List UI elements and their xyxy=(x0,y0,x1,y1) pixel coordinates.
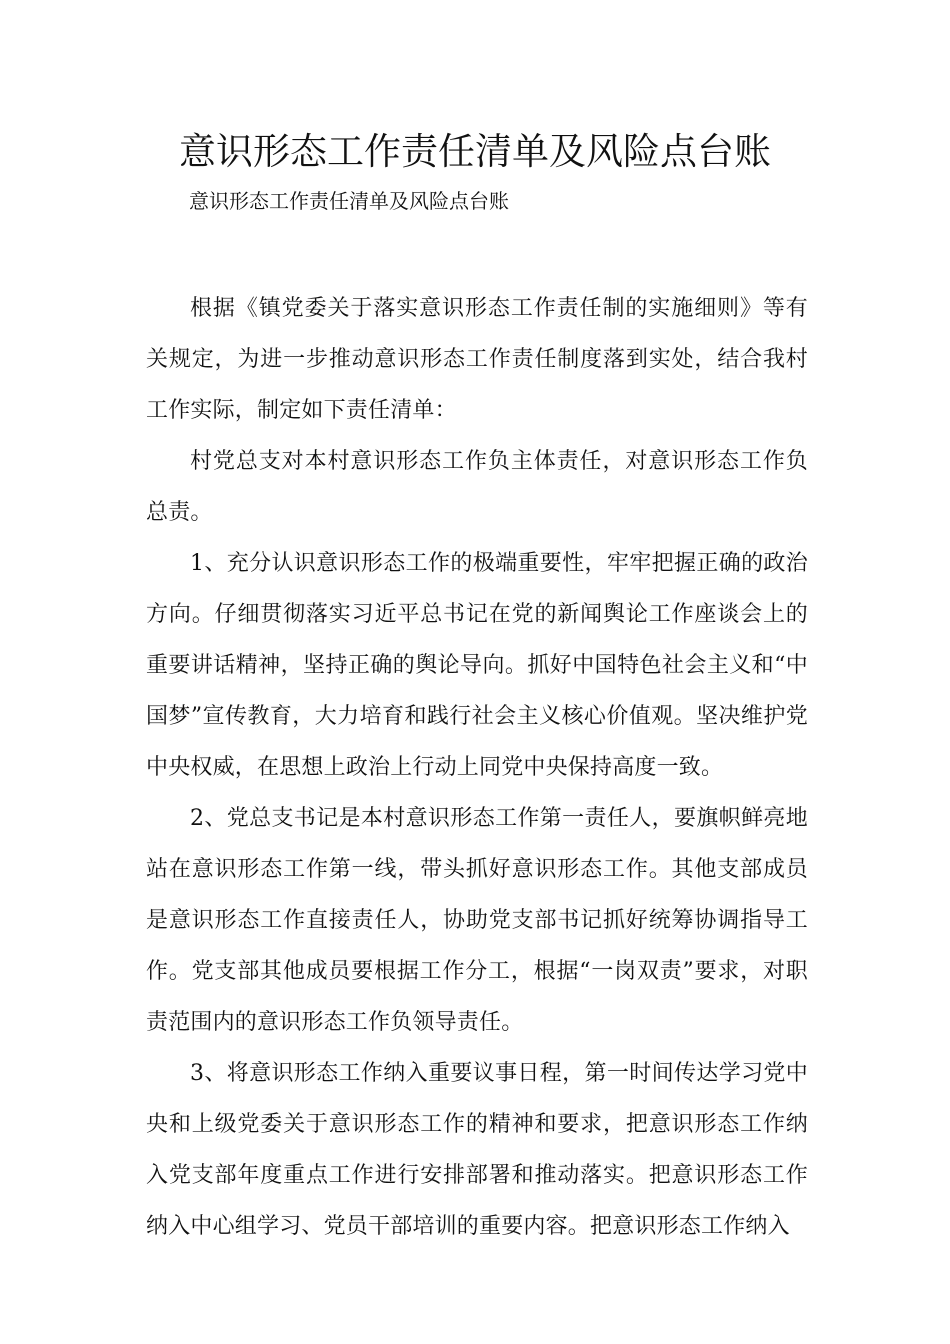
document-subtitle: 意识形态工作责任清单及风险点台账 xyxy=(189,189,509,213)
paragraph-item-3: 3、将意识形态工作纳入重要议事日程，第一时间传达学习党中央和上级党委关于意识形态工作的精神和要求，把意识形态工作纳入党支部年度重点工作进行安排部署和推动落实。把意识形态工作纳入中心组学习、党员干部培训的重要内容。把意识形态工作纳入 xyxy=(146,1061,808,1239)
paragraph-item-1: 1、充分认识意识形态工作的极端重要性，牢牢把握正确的政治方向。仔细贯彻落实习近平总书记在党的新闻舆论工作座谈会上的重要讲话精神，坚持正确的舆论导向。抓好中国特色社会主义和“中国梦”宣传教育，大力培育和践行社会主义核心价值观。坚决维护党中央权威，在思想上政治上行动上同党中央保持高度一致。 xyxy=(146,551,808,780)
document-title: 意识形态工作责任清单及风险点台账 xyxy=(179,130,771,173)
paragraph-main-responsibility: 村党总支对本村意识形态工作负主体责任，对意识形态工作负总责。 xyxy=(146,449,808,525)
paragraph-intro: 根据《镇党委关于落实意识形态工作责任制的实施细则》等有关规定，为进一步推动意识形态工作责任制度落到实处，结合我村工作实际，制定如下责任清单： xyxy=(146,296,808,423)
paragraph-item-2: 2、党总支书记是本村意识形态工作第一责任人，要旗帜鲜亮地站在意识形态工作第一线，带头抓好意识形态工作。其他支部成员是意识形态工作直接责任人，协助党支部书记抓好统筹协调指导工作。党支部其他成员要根据工作分工，根据“一岗双责”要求，对职责范围内的意识形态工作负领导责任。 xyxy=(146,806,808,1035)
document-body xyxy=(146,283,808,1252)
